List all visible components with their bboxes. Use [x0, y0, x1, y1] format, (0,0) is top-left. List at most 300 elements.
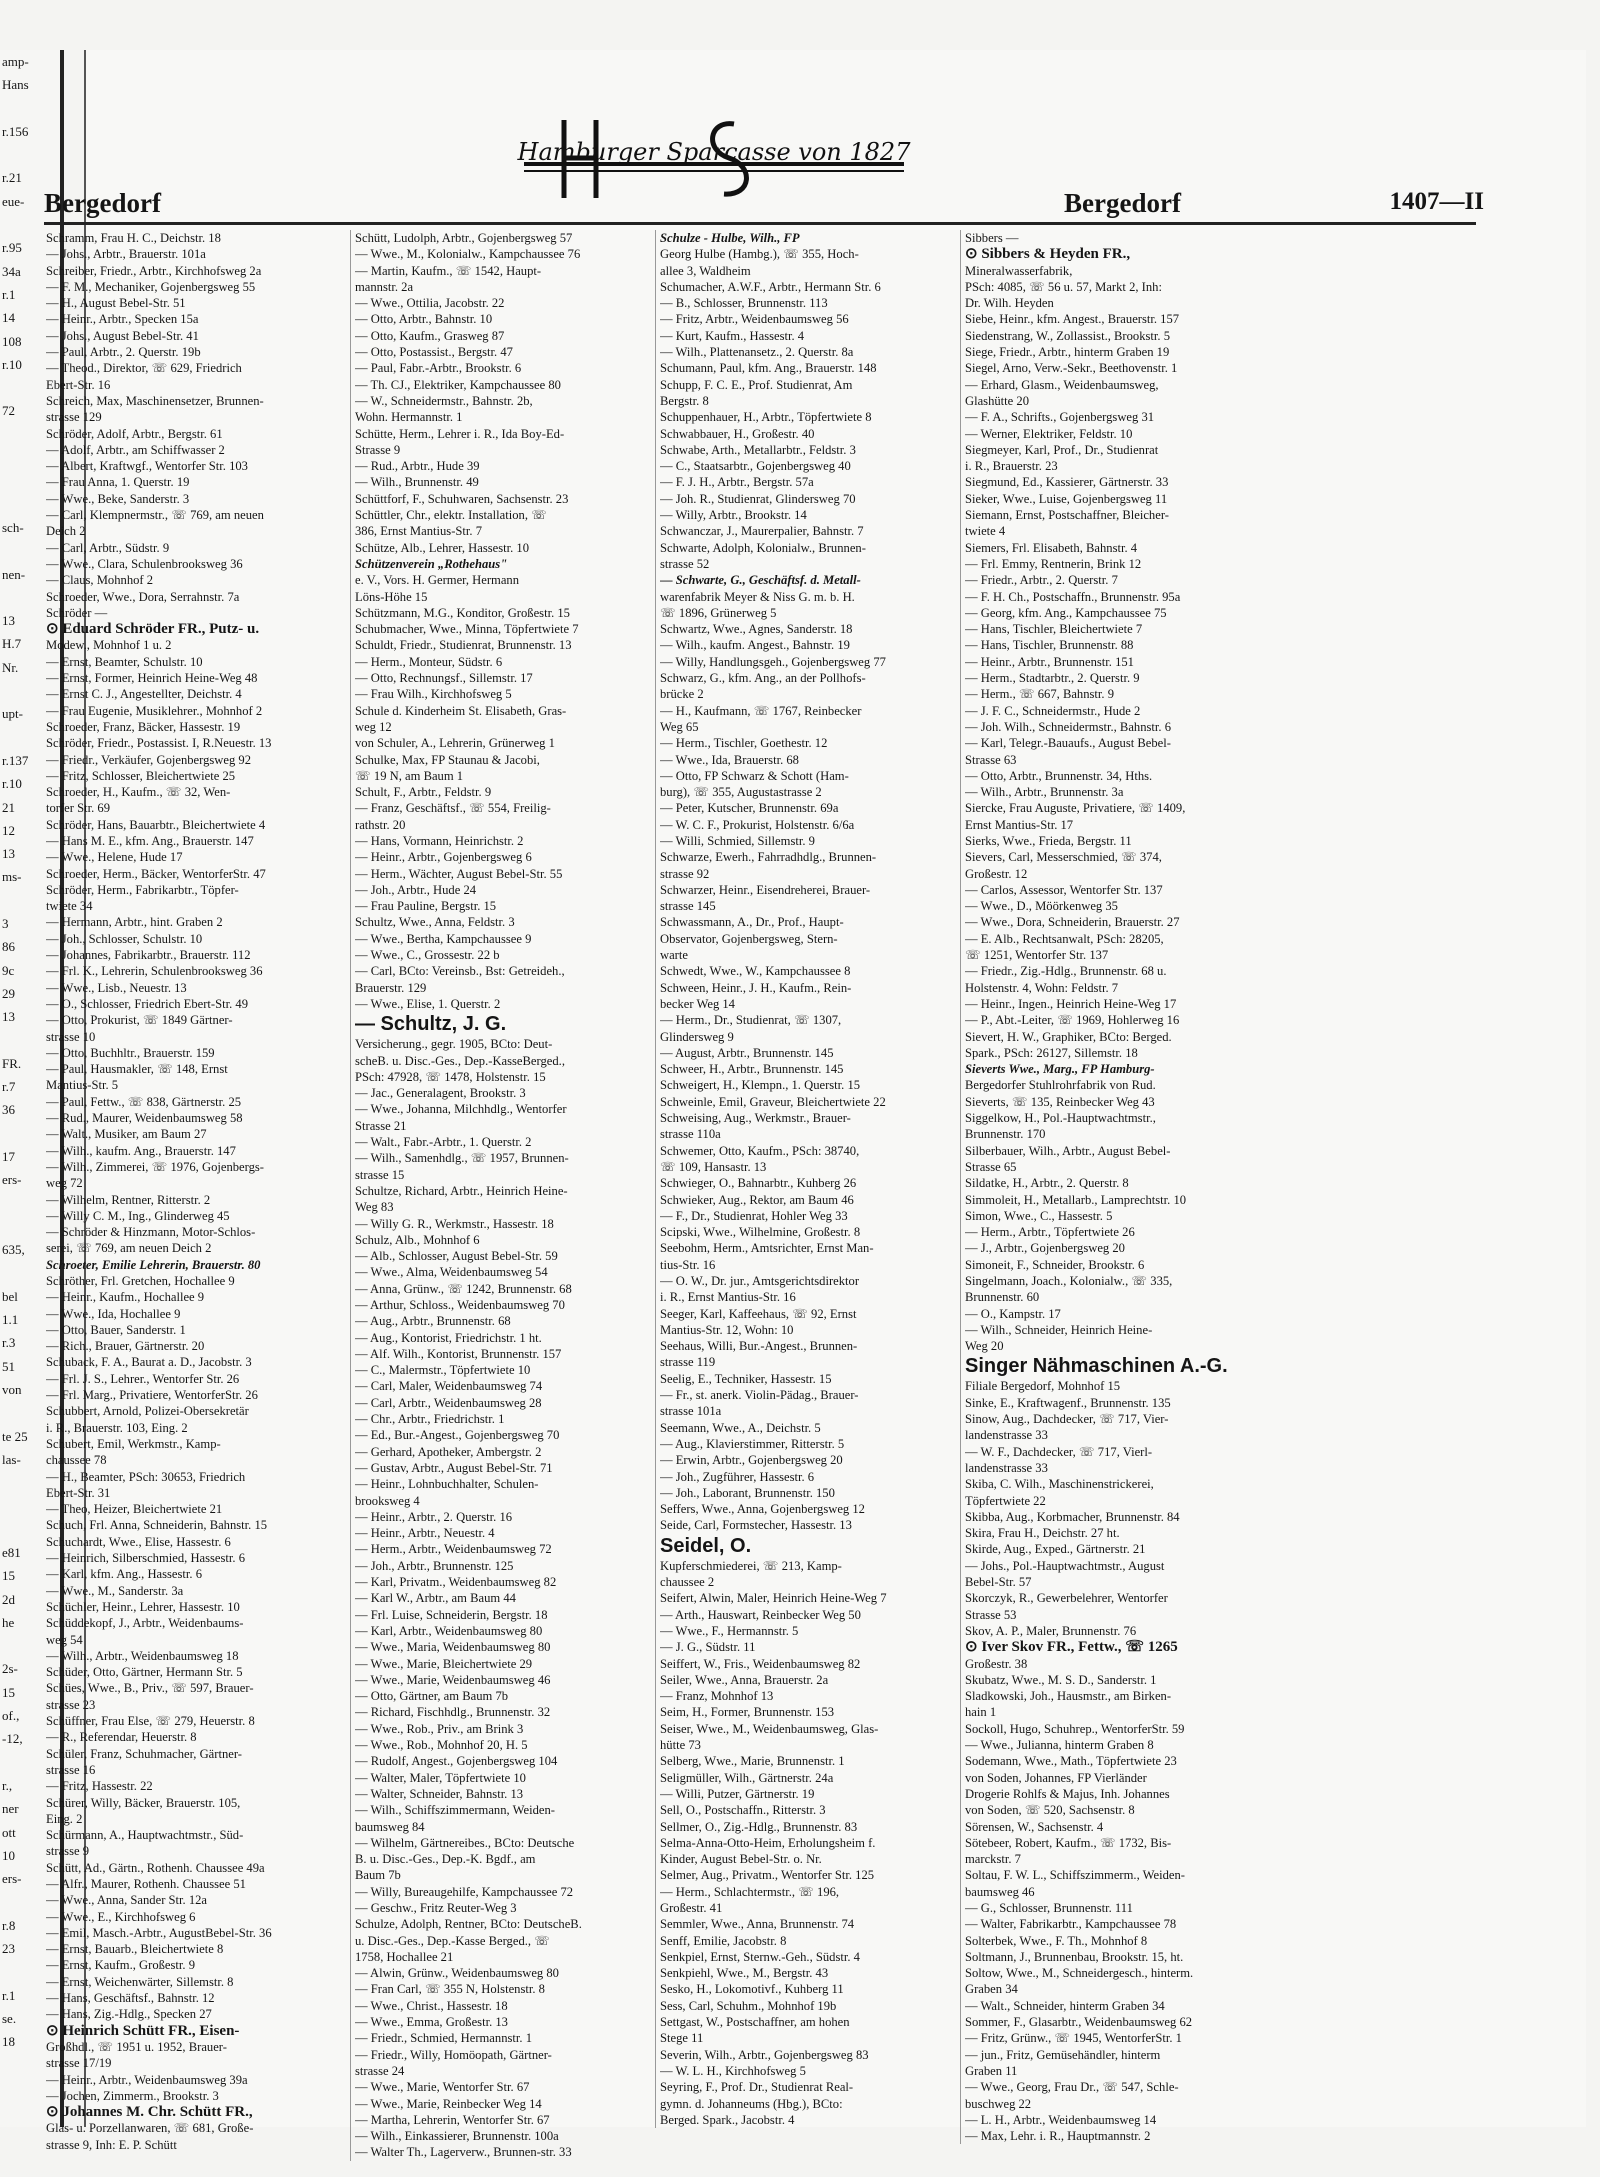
directory-entry: Siegmeyer, Karl, Prof., Dr., Studienrat — [965, 442, 1159, 457]
directory-entry: Schwanczar, J., Maurerpalier, Bahnstr. 7 — [660, 524, 864, 539]
prev-page-fragment: ner — [2, 1801, 19, 1817]
directory-entry: strasse 24 — [355, 2063, 405, 2078]
directory-entry: — Hans, Zig.-Hdlg., Specken 27 — [46, 2007, 212, 2022]
directory-entry: — Willi, Putzer, Gärtnerstr. 19 — [660, 1786, 815, 1801]
directory-entry: Schüder, Otto, Gärtner, Hermann Str. 5 — [46, 1665, 243, 1680]
directory-entry: Holstenstr. 4, Wohn: Feldstr. 7 — [965, 980, 1119, 995]
directory-entry: Schüchler, Heinr., Lehrer, Hassestr. 10 — [46, 1599, 240, 1614]
directory-entry: — Herm., Schlachtermstr., ☏ 196, — [660, 1884, 840, 1899]
prev-page-fragment: 21 — [2, 799, 15, 815]
prev-page-fragment: r.10 — [2, 776, 22, 792]
directory-entry: — Wwe., Rob., Mohnhof 20, H. 5 — [355, 1738, 528, 1753]
directory-entry: — Wwe., Dora, Schneiderin, Brauerstr. 27 — [965, 915, 1180, 930]
prev-page-fragment: nen- — [2, 566, 26, 582]
prev-page-fragment: bel — [2, 1288, 18, 1304]
directory-entry: Drogerie Rohlfs & Majus, Inh. Johannes — [965, 1786, 1170, 1801]
directory-entry: — Carl, Arbtr., Südstr. 9 — [46, 540, 170, 555]
directory-entry: — Johs., August Bebel-Str. 41 — [46, 328, 199, 343]
directory-entry: Deich 2 — [46, 524, 86, 539]
directory-entry: Schulze - Hulbe, Wilh., FP — [660, 231, 800, 245]
directory-entry: Brauerstr. 129 — [355, 980, 427, 995]
directory-entry: — Herm., Monteur, Südstr. 6 — [355, 654, 503, 669]
prev-page-fragment: r.95 — [2, 240, 22, 256]
directory-entry: hain 1 — [965, 1705, 997, 1720]
directory-entry: Schuldt, Friedr., Studienrat, Brunnenstr. 13 — [355, 638, 572, 653]
directory-entry: — O. W., Dr. jur., Amtsgerichtsdirektor — [660, 1274, 860, 1288]
directory-entry: Sörensen, W., Sachsenstr. 4 — [965, 1819, 1104, 1834]
directory-entry: — Ernst, Kaufm., Großestr. 9 — [46, 1958, 196, 1973]
directory-entry: Schröder — — [46, 605, 108, 620]
directory-entry: Sesko, H., Lokomotivf., Kuhberg 11 — [660, 1982, 844, 1997]
directory-entry: — Willy G. R., Werkmstr., Hassestr. 18 — [355, 1216, 554, 1231]
directory-entry: — Anna, Grünw., ☏ 1242, Brunnenstr. 68 — [355, 1281, 572, 1296]
prev-page-fragment: las- — [2, 1451, 21, 1467]
directory-entry: Seffers, Wwe., Anna, Gojenbergsweg 12 — [660, 1502, 865, 1517]
directory-entry: von Schuler, A., Lehrerin, Grünerweg 1 — [355, 736, 555, 751]
directory-entry: — Friedr., Schmied, Hermannstr. 1 — [355, 2031, 532, 2046]
directory-entry: — Walt., Schneider, hinterm Graben 34 — [965, 1998, 1165, 2013]
directory-entry: Graben 11 — [965, 2063, 1018, 2078]
directory-entry: — Fritz, Arbtr., Weidenbaumsweg 56 — [660, 312, 849, 327]
column-1 — [46, 230, 342, 2153]
directory-entry: Senkpiel, Ernst, Sternw.-Geh., Südstr. 4 — [660, 1949, 860, 1964]
directory-entry: — Frl. Luise, Schneiderin, Bergstr. 18 — [355, 1607, 548, 1622]
directory-entry: Skov, A. P., Maler, Brunnenstr. 76 — [965, 1623, 1137, 1638]
directory-entry: Sievers, Carl, Messerschmied, ☏ 374, — [965, 850, 1162, 865]
directory-entry: Selmer, Aug., Privatm., Wentorfer Str. 125 — [660, 1868, 875, 1883]
directory-entry: Großestr. 38 — [965, 1656, 1028, 1671]
directory-entry: — Georg, kfm. Ang., Kampchaussee 75 — [965, 605, 1167, 620]
directory-entry: — August, Arbtr., Brunnenstr. 145 — [660, 1045, 834, 1060]
directory-entry: Brunnenstr. 60 — [965, 1290, 1040, 1305]
directory-entry: — Hermann, Arbtr., hint. Graben 2 — [46, 915, 223, 930]
directory-entry: Kinder, August Bebel-Str. o. Nr. — [660, 1852, 822, 1867]
directory-entry: — Wwe., Christ., Hassestr. 18 — [355, 1998, 508, 2013]
directory-entry: — Friedr., Willy, Homöopath, Gärtner- — [355, 2047, 552, 2062]
prev-page-fragment: H.7 — [2, 636, 22, 652]
prev-page-fragment: 14 — [2, 310, 15, 326]
directory-entry: — Otto, Bauer, Sanderstr. 1 — [46, 1322, 186, 1337]
prev-page-fragment: te 25 — [2, 1428, 28, 1444]
directory-entry: chaussee 2 — [660, 1575, 715, 1590]
prev-page-fragment: 108 — [2, 333, 22, 349]
directory-entry: — Otto, Postassist., Bergstr. 47 — [355, 345, 513, 360]
directory-entry: — Erhard, Glasm., Weidenbaumsweg, — [965, 377, 1159, 392]
directory-entry: — E. Alb., Rechtsanwalt, PSch: 28205, — [965, 931, 1164, 946]
directory-entry: — Johs., Pol.-Hauptwachtmstr., August — [965, 1558, 1165, 1573]
directory-entry: Sodemann, Wwe., Math., Töpfertwiete 23 — [965, 1754, 1177, 1769]
directory-entry: Schwarzer, Heinr., Eisendreherei, Brauer- — [660, 882, 871, 897]
directory-entry: serei, ☏ 769, am neuen Deich 2 — [46, 1241, 212, 1256]
directory-entry: Schweising, Aug., Werkmstr., Brauer- — [660, 1111, 851, 1126]
prev-page-fragment: 2d — [2, 1591, 15, 1607]
directory-entry: — Frl. K., Lehrerin, Schulenbrooksweg 36 — [46, 964, 263, 979]
directory-entry: Strasse 63 — [965, 752, 1017, 767]
directory-entry: Mineralwasserfabrik, — [965, 263, 1073, 278]
prev-page-fragment: Hans — [2, 77, 29, 93]
directory-entry: — Willy C. M., Ing., Glinderweg 45 — [46, 1208, 230, 1223]
directory-entry: Schroeder, H., Kaufm., ☏ 32, Wen- — [46, 785, 231, 800]
directory-entry: Schulz, Alb., Mohnhof 6 — [355, 1232, 480, 1247]
prev-page-fragment: 72 — [2, 403, 15, 419]
directory-entry: Simoneit, F., Schneider, Brookstr. 6 — [965, 1257, 1145, 1272]
directory-entry: allee 3, Waldheim — [660, 263, 751, 278]
directory-entry: Schubert, Emil, Werkmstr., Kamp- — [46, 1436, 221, 1451]
directory-entry: — Paul, Arbtr., 2. Querstr. 19b — [46, 345, 201, 360]
directory-entry: — Hans M. E., kfm. Ang., Brauerstr. 147 — [46, 833, 254, 848]
directory-entry: Schroeter, Emilie Lehrerin, Brauerstr. 80 — [46, 1257, 261, 1272]
directory-entry: u. Disc.-Ges., Dep.-Kasse Berged., ☏ — [355, 1933, 550, 1948]
directory-entry: — P., Abt.-Leiter, ☏ 1969, Hohlerweg 16 — [965, 1013, 1180, 1028]
directory-entry: Siemers, Frl. Elisabeth, Bahnstr. 4 — [965, 540, 1138, 555]
directory-entry: — Wwe., C., Grossestr. 22 b — [355, 948, 500, 963]
directory-entry: Soltmann, J., Brunnenbau, Brookstr. 15, ht. — [965, 1949, 1184, 1964]
directory-entry: — O., Kampstr. 17 — [965, 1306, 1061, 1321]
sparcasse-logo — [504, 110, 924, 210]
prev-page-fragment: 13 — [2, 613, 15, 629]
directory-entry: PSch: 4085, ☏ 56 u. 57, Markt 2, Inh: — [965, 279, 1162, 294]
directory-entry: scheB. u. Disc.-Ges., Dep.-KasseBerged., — [355, 1053, 565, 1068]
directory-entry: — Wwe., Marie, Weidenbaumsweg 46 — [355, 1672, 551, 1687]
directory-entry: Schröder, Hans, Bauarbtr., Bleichertwiete 4 — [46, 817, 266, 832]
directory-entry: Schröder, Adolf, Arbtr., Bergstr. 61 — [46, 426, 223, 441]
directory-entry: Seebohm, Herm., Amtsrichter, Ernst Man- — [660, 1241, 874, 1256]
header-rule — [44, 222, 1476, 225]
directory-entry: — Heinr., Arbtr., Specken 15a — [46, 312, 199, 327]
directory-entry: — Wwe., Maria, Weidenbaumsweg 80 — [355, 1640, 551, 1655]
directory-entry: — H., Kaufmann, ☏ 1767, Reinbecker — [660, 703, 862, 718]
directory-entry: — R., Referendar, Heuerstr. 8 — [46, 1730, 197, 1745]
directory-entry: chaussee 78 — [46, 1453, 107, 1468]
directory-entry: Graben 34 — [965, 1982, 1018, 1997]
directory-entry: Wohn. Hermannstr. 1 — [355, 410, 463, 425]
directory-entry: Glindersweg 9 — [660, 1029, 734, 1044]
directory-entry: Skubatz, Wwe., M. S. D., Sanderstr. 1 — [965, 1672, 1157, 1687]
directory-entry: — Schwarte, G., Geschäftsf. d. Metall- — [660, 573, 861, 588]
directory-entry: — Kurt, Kaufm., Hassestr. 4 — [660, 328, 805, 343]
directory-entry: — Otto, Arbtr., Brunnenstr. 34, Hths. — [965, 768, 1153, 783]
directory-entry: — Willy, Arbtr., Brookstr. 14 — [660, 508, 807, 523]
directory-entry: — Herm., Arbtr., Töpfertwiete 26 — [965, 1225, 1135, 1240]
directory-entry: — Otto, Prokurist, ☏ 1849 Gärtner- — [46, 1013, 233, 1028]
directory-entry: — Willy, Bureaugehilfe, Kampchaussee 72 — [355, 1884, 574, 1899]
directory-entry: Schüttforf, F., Schuhwaren, Sachsenstr. 23 — [355, 491, 569, 506]
directory-entry: Sinke, E., Kraftwagenf., Brunnenstr. 135 — [965, 1395, 1171, 1410]
directory-entry: Schütt, Ludolph, Arbtr., Gojenbergsweg 57 — [355, 231, 573, 245]
prev-page-fragment: 29 — [2, 985, 15, 1001]
directory-entry: — Emil, Masch.-Arbtr., AugustBebel-Str. 36 — [46, 1925, 272, 1940]
directory-entry: Sievert, H. W., Graphiker, BCto: Berged. — [965, 1029, 1172, 1044]
directory-entry: — Ernst, Former, Heinrich Heine-Weg 48 — [46, 671, 258, 686]
directory-entry: Schwassmann, A., Dr., Prof., Haupt- — [660, 915, 844, 930]
directory-entry: Schultz, Wwe., Anna, Feldstr. 3 — [355, 915, 515, 930]
directory-entry: Siercke, Frau Auguste, Privatiere, ☏ 1409, — [965, 801, 1186, 816]
prev-page-fragment: e81 — [2, 1545, 21, 1560]
directory-entry: strasse 10 — [46, 1029, 96, 1044]
directory-entry: burg), ☏ 355, Augustastrasse 2 — [660, 785, 822, 800]
directory-entry: — Paul, Fettw., ☏ 838, Gärtnerstr. 25 — [46, 1094, 242, 1109]
prev-page-fragment: sch- — [2, 519, 24, 535]
directory-entry: — Wwe., Emma, Großestr. 13 — [355, 2015, 508, 2030]
directory-entry: strasse 23 — [46, 1697, 96, 1712]
directory-entry: Sieverts Wwe., Marg., FP Hamburg- — [965, 1062, 1155, 1077]
directory-entry: weg 72 — [46, 1176, 83, 1191]
directory-entry: Ebert-Str. 16 — [46, 377, 111, 392]
directory-entry: Weg 20 — [965, 1339, 1004, 1354]
directory-entry: Schüler, Franz, Schuhmacher, Gärtner- — [46, 1746, 242, 1761]
directory-entry: — Aug., Kontorist, Friedrichstr. 1 ht. — [355, 1330, 542, 1345]
directory-entry: — Frl. Marg., Privatiere, WentorferStr. 26 — [46, 1388, 258, 1403]
directory-entry: Schwarz, G., kfm. Ang., an der Pollhofs- — [660, 671, 866, 686]
directory-entry: Skibba, Aug., Korbmacher, Brunnenstr. 84 — [965, 1509, 1180, 1524]
directory-entry: Eing. 2 — [46, 1811, 83, 1826]
directory-entry: Schwabe, Arth., Metallarbtr., Feldstr. 3 — [660, 442, 856, 457]
directory-entry: Observator, Gojenbergsweg, Stern- — [660, 931, 838, 946]
directory-entry: — Wwe., Helene, Hude 17 — [46, 850, 183, 865]
directory-entry: — O., Schlosser, Friedrich Ebert-Str. 49 — [46, 996, 249, 1011]
directory-entry: Stege 11 — [660, 2031, 704, 2046]
directory-entry: ⊙ Heinrich Schütt FR., Eisen- — [46, 2022, 240, 2039]
directory-entry: — W. C. F., Prokurist, Holstenstr. 6/6a — [660, 817, 855, 832]
directory-entry: warenfabrik Meyer & Niss G. m. b. H. — [660, 589, 855, 604]
prev-page-fragment: 51 — [2, 1358, 15, 1374]
directory-entry: — Wwe., Julianna, hinterm Graben 8 — [965, 1738, 1154, 1753]
directory-entry: — Hans, Tischler, Brunnenstr. 88 — [965, 638, 1134, 653]
directory-entry: — Joh., Arbtr., Hude 24 — [355, 882, 477, 897]
directory-entry: Versicherung., gegr. 1905, BCto: Deut- — [355, 1037, 553, 1052]
directory-entry: — Werner, Elektriker, Feldstr. 10 — [965, 426, 1133, 441]
directory-entry: — Franz, Mohnhof 13 — [660, 1689, 774, 1704]
directory-entry: Schult, F., Arbtr., Feldstr. 9 — [355, 785, 492, 800]
directory-entry: — Wilh., Arbtr., Weidenbaumsweg 18 — [46, 1648, 239, 1663]
directory-entry: — Frl. J. S., Lehrer., Wentorfer Str. 26 — [46, 1371, 240, 1386]
directory-entry: — Rud., Maurer, Weidenbaumsweg 58 — [46, 1111, 243, 1126]
directory-entry: Sess, Carl, Schuhm., Mohnhof 19b — [660, 1998, 837, 2013]
directory-entry: Schweigert, H., Klempn., 1. Querstr. 15 — [660, 1078, 861, 1093]
directory-entry: — Alf. Wilh., Kontorist, Brunnenstr. 157 — [355, 1346, 562, 1361]
directory-entry: Schwarze, Ewerh., Fahrradhdlg., Brunnen- — [660, 850, 877, 865]
prev-page-fragment: r.1 — [2, 286, 16, 302]
directory-entry: Singelmann, Joach., Kolonialw., ☏ 335, — [965, 1274, 1173, 1288]
prev-page-fragment: ers- — [2, 1871, 22, 1887]
directory-entry: — Wilh., Einkassierer, Brunnenstr. 100a — [355, 2129, 559, 2144]
directory-entry: PSch: 47928, ☏ 1478, Holstenstr. 15 — [355, 1069, 546, 1084]
svg-text:Hamburger Sparcasse von 1827: Hamburger Sparcasse von 1827 — [517, 138, 911, 166]
directory-entry: — Walter, Schneider, Bahnstr. 13 — [355, 1786, 524, 1801]
directory-entry: — B., Schlosser, Brunnenstr. 113 — [660, 296, 828, 311]
directory-entry: Seyring, F., Prof. Dr., Studienrat Real- — [660, 2080, 854, 2095]
directory-entry: — Hans, Geschäftsf., Bahnstr. 12 — [46, 1991, 215, 2006]
directory-entry: ⊙ Johannes M. Chr. Schütt FR., — [46, 2104, 253, 2121]
directory-entry: — Schröder & Hinzmann, Motor-Schlos- — [46, 1225, 256, 1240]
directory-entry: Sierks, Wwe., Frieda, Bergstr. 11 — [965, 833, 1132, 848]
directory-entry: — Karl W., Arbtr., am Baum 44 — [355, 1591, 516, 1606]
directory-entry: — Willi, Schmied, Sillemstr. 9 — [660, 833, 815, 848]
directory-entry: — Karl, Arbtr., Weidenbaumsweg 80 — [355, 1623, 543, 1638]
prev-page-fragment: he — [2, 1614, 15, 1630]
directory-entry: Schuback, F. A., Baurat a. D., Jacobstr. 3 — [46, 1355, 252, 1370]
directory-entry: Schuch, Frl. Anna, Schneiderin, Bahnstr. 15 — [46, 1518, 268, 1533]
directory-entry: — Peter, Kutscher, Brunnenstr. 69a — [660, 801, 839, 816]
directory-entry: Siemann, Ernst, Postschaffner, Bleicher- — [965, 508, 1169, 523]
directory-entry: strasse 9 — [46, 1844, 90, 1859]
directory-entry: — Wwe., Ida, Brauerstr. 68 — [660, 752, 799, 767]
directory-entry: — Wilh., kaufm. Ang., Brauerstr. 147 — [46, 1143, 236, 1158]
directory-entry: mannstr. 2a — [355, 279, 414, 294]
prev-page-fragment: -12, — [2, 1731, 23, 1747]
directory-entry: — Herm., Arbtr., Weidenbaumsweg 72 — [355, 1542, 552, 1557]
directory-entry: — Wwe., Marie, Bleichertwiete 29 — [355, 1656, 533, 1671]
prev-page-fragment: 17 — [2, 1148, 15, 1164]
directory-entry: — Frau Pauline, Bergstr. 15 — [355, 899, 497, 914]
directory-entry: von Soden, ☏ 520, Sachsenstr. 8 — [965, 1803, 1135, 1818]
directory-entry: — Gerhard, Apotheker, Ambergstr. 2 — [355, 1444, 542, 1459]
directory-entry: — Wwe., Ida, Hochallee 9 — [46, 1306, 181, 1321]
directory-entry: baumsweg 46 — [965, 1884, 1035, 1899]
directory-entry: — Fritz, Hassestr. 22 — [46, 1779, 153, 1794]
directory-entry: — C., Staatsarbtr., Gojenbergsweg 40 — [660, 459, 851, 474]
directory-entry: Soltow, Wwe., M., Schneidergesch., hinterm. — [965, 1966, 1194, 1981]
directory-entry: Skirde, Aug., Exped., Gärtnerstr. 21 — [965, 1542, 1146, 1557]
directory-entry: Baum 7b — [355, 1868, 401, 1883]
directory-entry: — Wwe., Elise, 1. Querstr. 2 — [355, 996, 501, 1011]
directory-entry: — Rudolf, Angest., Gojenbergsweg 104 — [355, 1754, 558, 1769]
directory-entry: i. R., Brauerstr. 23 — [965, 459, 1058, 474]
directory-entry: ⊙ Iver Skov FR., Fettw., ☏ 1265 — [965, 1639, 1178, 1656]
directory-entry: Schwedt, Wwe., W., Kampchaussee 8 — [660, 964, 851, 979]
directory-entry: — Joh., Zugführer, Hassestr. 6 — [660, 1469, 815, 1484]
directory-entry: Strasse 53 — [965, 1607, 1017, 1622]
directory-entry: Siegmund, Ed., Kassierer, Gärtnerstr. 33 — [965, 475, 1169, 490]
directory-entry: — Karl, Privatm., Weidenbaumsweg 82 — [355, 1575, 557, 1590]
directory-entry: — H., Beamter, PSch: 30653, Friedrich — [46, 1469, 246, 1484]
directory-entry: — C., Malermstr., Töpfertwiete 10 — [355, 1363, 531, 1378]
directory-entry: — Walter, Maler, Töpfertwiete 10 — [355, 1770, 526, 1785]
directory-entry: — Wilh., Plattenansetz., 2. Querstr. 8a — [660, 345, 854, 360]
directory-entry: — Ed., Bur.-Angest., Gojenbergsweg 70 — [355, 1428, 560, 1443]
directory-entry: strasse 15 — [355, 1167, 405, 1182]
directory-entry: — Jochen, Zimmerm., Brookstr. 3 — [46, 2088, 219, 2103]
directory-entry: — Franz, Geschäftsf., ☏ 554, Freilig- — [355, 801, 551, 816]
directory-entry: Sellmer, O., Zig.-Hdlg., Brunnenstr. 83 — [660, 1819, 858, 1834]
directory-entry: Simmoleit, H., Metallarb., Lamprechtstr. 10 — [965, 1192, 1187, 1207]
directory-entry: — Theo, Heizer, Bleichertwiete 21 — [46, 1502, 223, 1517]
directory-entry: buschweg 22 — [965, 2096, 1032, 2111]
directory-entry: Löns-Höhe 15 — [355, 589, 428, 604]
directory-entry: — Geschw., Fritz Reuter-Weg 3 — [355, 1900, 517, 1915]
directory-entry: — Ernst, Bauarb., Bleichertwiete 8 — [46, 1942, 224, 1957]
directory-entry: marckstr. 7 — [965, 1852, 1021, 1867]
prev-page-fragment: ott — [2, 1824, 16, 1840]
directory-entry: — Carl, Arbtr., Weidenbaumsweg 28 — [355, 1395, 542, 1410]
directory-entry: Georg Hulbe (Hambg.), ☏ 355, Hoch- — [660, 247, 859, 262]
prev-page-fragment: Nr. — [2, 659, 19, 675]
directory-entry: Strasse 21 — [355, 1118, 407, 1133]
directory-entry: — Rud., Arbtr., Hude 39 — [355, 459, 480, 474]
directory-entry: — Heinr., Arbtr., 2. Querstr. 16 — [355, 1509, 513, 1524]
header-right-title: Bergedorf — [1064, 188, 1181, 218]
directory-entry: Schröder, Herm., Fabrikarbtr., Töpfer- — [46, 882, 239, 897]
directory-entry: — G., Schlosser, Brunnenstr. 111 — [965, 1900, 1133, 1915]
directory-entry: Schwartz, Wwe., Agnes, Sanderstr. 18 — [660, 622, 853, 637]
directory-entry: Seim, H., Former, Brunnenstr. 153 — [660, 1705, 835, 1720]
directory-entry: Schütze, Alb., Lehrer, Hassestr. 10 — [355, 540, 530, 555]
directory-entry: Schulke, Max, FP Staunau & Jacobi, — [355, 752, 540, 767]
directory-entry: ☏ 1251, Wentorfer Str. 137 — [965, 948, 1109, 963]
directory-entry: Schreiber, Friedr., Arbtr., Kirchhofsweg 2a — [46, 263, 262, 278]
directory-entry: Schulze, Adolph, Rentner, BCto: DeutscheB. — [355, 1917, 582, 1932]
directory-entry: Seiler, Wwe., Anna, Brauerstr. 2a — [660, 1672, 829, 1687]
directory-entry: — L. H., Arbtr., Weidenbaumsweg 14 — [965, 2112, 1157, 2127]
directory-entry: Simon, Wwe., C., Hassestr. 5 — [965, 1208, 1113, 1223]
directory-entry: Seidel, O. — [660, 1534, 752, 1557]
directory-entry: Ebert-Str. 31 — [46, 1485, 111, 1500]
directory-entry: — Wwe., Ottilia, Jacobstr. 22 — [355, 296, 505, 311]
directory-entry: Sibbers — — [965, 231, 1019, 245]
directory-entry: tius-Str. 16 — [660, 1257, 716, 1272]
directory-entry: — Paul, Hausmakler, ☏ 148, Ernst — [46, 1062, 228, 1077]
directory-entry: — Heinr., Arbtr., Neuestr. 4 — [355, 1526, 495, 1541]
directory-entry: — Claus, Mohnhof 2 — [46, 573, 154, 588]
directory-entry: Siegel, Arno, Verw.-Sekr., Beethovenstr. 1 — [965, 361, 1178, 376]
directory-entry: — Herm., Dr., Studienrat, ☏ 1307, — [660, 1013, 842, 1028]
directory-entry: ⊙ Eduard Schröder FR., Putz- u. — [46, 621, 260, 638]
directory-entry: Sockoll, Hugo, Schuhrep., WentorferStr. 59 — [965, 1721, 1185, 1736]
directory-entry: Strasse 9 — [355, 442, 401, 457]
directory-entry: — Ernst C. J., Angestellter, Deichstr. 4 — [46, 687, 242, 702]
directory-entry: — Wilhelm, Rentner, Ritterstr. 2 — [46, 1192, 211, 1207]
directory-entry: weg 12 — [355, 719, 392, 734]
prev-page-fragment: 18 — [2, 2034, 15, 2050]
directory-entry: Schwarte, Adolph, Kolonialw., Brunnen- — [660, 540, 866, 555]
directory-entry: — Carlos, Assessor, Wentorfer Str. 137 — [965, 882, 1163, 897]
directory-entry: — Wilh., Arbtr., Brunnenstr. 3a — [965, 785, 1124, 800]
directory-entry: — Otto, Kaufm., Grasweg 87 — [355, 328, 505, 343]
directory-entry: — jun., Fritz, Gemüsehändler, hinterm — [965, 2047, 1161, 2062]
directory-entry: Schule d. Kinderheim St. Elisabeth, Gras- — [355, 703, 567, 718]
prev-page-fragment: ers- — [2, 1172, 22, 1188]
prev-page-fragment: r.7 — [2, 1079, 16, 1095]
directory-entry: Schuppenhauer, H., Arbtr., Töpfertwiete 8 — [660, 410, 872, 425]
directory-entry: — Walt., Fabr.-Arbtr., 1. Querstr. 2 — [355, 1135, 532, 1150]
directory-entry: — Theod., Direktor, ☏ 629, Friedrich — [46, 361, 242, 376]
directory-entry: brooksweg 4 — [355, 1493, 420, 1508]
directory-entry: — Martha, Lehrerin, Wentorfer Str. 67 — [355, 2112, 550, 2127]
directory-entry: Schramm, Frau H. C., Deichstr. 18 — [46, 231, 221, 245]
prev-page-fragment: 13 — [2, 846, 15, 862]
directory-entry: Schupp, F. C. E., Prof. Studienrat, Am — [660, 377, 853, 392]
directory-entry: — Paul, Fabr.-Arbtr., Brookstr. 6 — [355, 361, 522, 376]
page-header — [44, 110, 1484, 220]
prev-page-fragment: 9c — [2, 962, 15, 978]
directory-entry: ⊙ Sibbers & Heyden FR., — [965, 246, 1131, 263]
directory-entry: — F. J. H., Arbtr., Bergstr. 57a — [660, 475, 814, 490]
directory-entry: — Wilh., Brunnenstr. 49 — [355, 475, 479, 490]
directory-entry: torfer Str. 69 — [46, 801, 111, 816]
directory-entry: — Wwe., Beke, Sanderstr. 3 — [46, 491, 190, 506]
directory-entry: rathstr. 20 — [355, 817, 406, 832]
directory-entry: ☏ 1896, Grünerweg 5 — [660, 605, 777, 620]
directory-entry: strasse 9, Inh: E. P. Schütt — [46, 2137, 177, 2152]
directory-entry: Seligmüller, Wilh., Gärtnerstr. 24a — [660, 1770, 834, 1785]
directory-entry: Skira, Frau H., Deichstr. 27 ht. — [965, 1526, 1120, 1541]
directory-entry: landenstrasse 33 — [965, 1460, 1048, 1475]
directory-entry: — Herm., ☏ 667, Bahnstr. 9 — [965, 687, 1115, 702]
directory-entry: Filiale Bergedorf, Mohnhof 15 — [965, 1379, 1121, 1394]
directory-entry: Schüttler, Chr., elektr. Installation, ☏ — [355, 508, 547, 523]
directory-entry: Schröther, Frl. Gretchen, Hochallee 9 — [46, 1274, 235, 1288]
directory-entry: — Th. CJ., Elektriker, Kampchaussee 80 — [355, 377, 561, 392]
